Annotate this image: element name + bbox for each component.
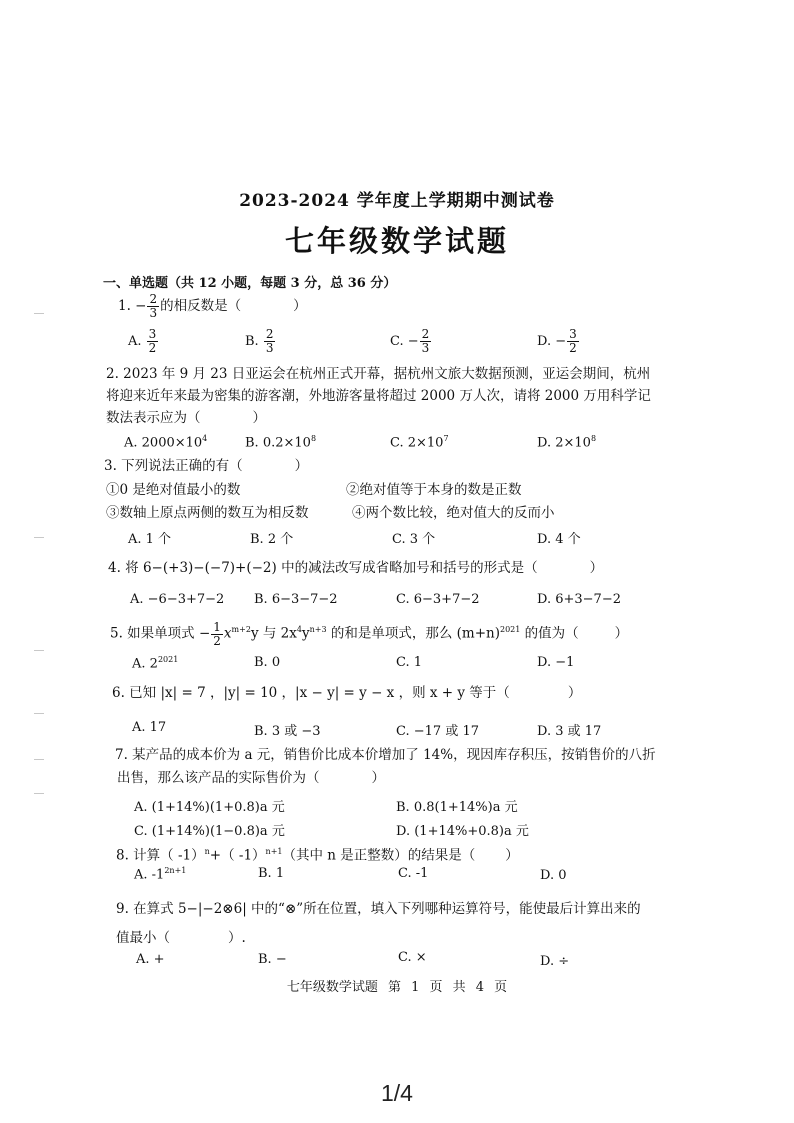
q2-c-text: C. 2×10 [390,435,444,451]
scan-mark [34,650,44,651]
q1-a-num: 3 [148,327,157,341]
q1-d-den: 2 [569,341,577,355]
q9-close: ）. [228,930,246,946]
q8-close: ） [505,847,519,864]
q2-a-exp: 4 [202,434,208,443]
scan-mark [34,793,44,794]
q2-d-text: D. 2×10 [537,435,591,451]
page-indicator: 1/4 [381,1080,413,1106]
q1-fraction [147,293,159,320]
q1-d-label: D. − [537,334,567,349]
q5-frac-den: 2 [213,633,221,648]
question-3-stem [104,456,308,476]
scan-mark [34,713,44,714]
q8-a-text: A. -1 [134,867,165,883]
q3-option-d: D. 4 个 [537,532,581,547]
question-6-stem [112,683,581,703]
q3-statement-3: ③数轴上原点两侧的数互为相反数 [106,505,309,521]
q5-fraction [211,621,223,648]
scan-mark [34,759,44,760]
q3-stem-text: 3. 下列说法正确的有（ [104,458,243,474]
q4-option-b: B. 6−3−7−2 [254,592,338,607]
q8-part3: （其中 n 是正整数）的结果是（ [282,847,476,864]
q5-part2: x [223,625,232,642]
question-7-line-1: 7. 某产品的成本价为 a 元，销售价比成本价增加了 14%，现因库存积压，按销售价的八折 [115,747,656,763]
q1-d-fraction [567,328,579,355]
q6-option-a: A. 17 [132,720,167,735]
q1-a-den: 2 [148,341,157,355]
exam-main-title: 七年级数学试题 [284,224,509,258]
question-2-line-3 [106,408,266,428]
q5-part4: 的和是单项式，那么 (m+n) [326,625,500,642]
q5-a-text: A. 2 [132,656,158,672]
q5-option-a [132,655,178,671]
q2-close: ） [252,410,266,426]
q8-option-c: C. -1 [398,866,429,881]
q7-option-b: B. 0.8(1+14%)a 元 [396,800,518,815]
q8-part2-exp: n+1 [265,847,283,856]
q5-part2-exp: m+2 [231,625,251,634]
q1-b-fraction [264,328,276,355]
question-7-line-2 [117,768,385,788]
q1-c-fraction [420,328,432,355]
q2-option-b [245,434,316,450]
q4-option-a: A. −6−3+7−2 [130,592,225,607]
q4-option-d: D. 6+3−7−2 [537,592,621,607]
q5-option-b: B. 0 [254,655,281,670]
q5-option-d: D. −1 [537,655,575,670]
q5-option-c: C. 1 [396,655,423,670]
q8-option-a [134,866,186,882]
q1-frac-den: 3 [149,306,158,320]
q5-close: ） [614,625,629,642]
q1-d-num: 3 [569,327,577,341]
q1-option-b [245,328,276,355]
exam-year-title: 2023-2024 学年度上学期期中测试卷 [239,191,555,211]
q3-option-a: A. 1 个 [128,532,172,547]
q8-part1-exp: n [204,847,210,856]
q1-b-num: 2 [265,327,274,341]
q2-c-exp: 7 [443,434,449,443]
q6-stem-text: 6. 已知 |x| = 7 ，|y| = 10 ，|x − y| = y − x ，则 x + y 等于（ [112,685,510,701]
q5-a-exp: 2021 [157,655,179,664]
q2-option-d [537,434,596,450]
q8-a-exp: 2n+1 [164,866,187,875]
q3-option-b: B. 2 个 [250,532,294,547]
q8-option-b: B. 1 [258,866,285,881]
q7-option-d: D. (1+14%+0.8)a 元 [396,824,529,839]
q6-option-d: D. 3 或 17 [537,724,602,739]
q9-option-d: D. ÷ [540,954,570,969]
q4-close: ） [589,560,604,576]
q5-part3-exp1: 4 [296,625,302,634]
q5-frac-num: 1 [213,619,221,634]
q1-a-fraction [147,328,159,355]
q3-option-c: C. 3 个 [392,532,436,547]
q8-part2: +（ -1） [209,847,266,864]
q9-option-c: C. × [398,950,427,965]
question-8-stem [116,842,519,866]
q1-b-den: 3 [265,341,274,355]
q3-statement-4: ④两个数比较，绝对值大的反而小 [352,505,555,521]
q1-option-d [537,328,580,355]
q1-close: ） [293,298,307,314]
q9-option-b: B. − [258,952,287,967]
q1-a-label: A. [128,334,142,349]
question-1-stem [118,293,307,320]
q1-c-den: 3 [421,341,430,355]
q6-close: ） [567,685,582,701]
q5-part3: y 与 2x [250,625,297,642]
question-5-stem [110,620,628,648]
q3-statement-1: ①0 是绝对值最小的数 [106,482,241,498]
q7-option-a: A. (1+14%)(1+0.8)a 元 [134,800,285,815]
q9-option-a: A. + [136,952,165,967]
q1-option-c [390,328,432,355]
q5-part1: 5. 如果单项式 − [110,625,211,642]
q1-b-label: B. [245,334,259,349]
q1-frac-num: 2 [149,292,158,306]
q4-option-c: C. 6−3+7−2 [396,592,480,607]
q2-a-text: A. 2000×10 [124,435,203,451]
q1-c-label: C. − [390,334,419,349]
q5-part5: 的值为（ [520,625,579,642]
question-4-stem [108,558,603,578]
q3-close: ） [294,458,309,474]
question-2-line-1: 2. 2023 年 9 月 23 日亚运会在杭州正式开幕，据杭州文旅大数据预测，亚运会期间，杭州 [106,366,651,382]
q1-option-a [128,328,159,355]
q2-b-text: B. 0.2×10 [245,435,311,451]
q1-c-num: 2 [421,327,430,341]
q7-close: ） [371,770,385,786]
q7-line2-text: 出售，那么该产品的实际售价为（ [117,770,320,786]
q2-line3-text: 数法表示应为（ [106,410,201,426]
section-heading: 一、单选题（共 12 小题，每题 3 分，总 36 分） [103,276,397,291]
q2-option-c [390,434,449,450]
q9-line2-text: 值最小（ [116,930,170,946]
page-footer: 七年级数学试题 第 1 页 共 4 页 [286,980,508,995]
q6-option-c: C. −17 或 17 [396,724,479,739]
q5-part3-exp2: n+3 [309,625,327,634]
q1-prefix: 1. − [118,298,147,314]
q5-part3b: y [301,625,310,642]
q2-d-exp: 8 [590,434,597,443]
q4-stem-text: 4. 将 6−(+3)−(−7)+(−2) 中的减法改写成省略加号和括号的形式是（ [108,560,538,576]
question-9-line-2 [116,928,246,948]
q8-part1: 8. 计算（ -1） [116,847,205,864]
scan-mark [34,537,44,538]
scan-mark [34,313,44,314]
question-9-line-1: 9. 在算式 5−|−2⊗6| 中的“⊗”所在位置，填入下列哪种运算符号，能使最后计算出来的 [116,901,641,917]
q1-suffix: 的相反数是（ [160,298,242,314]
q7-option-c: C. (1+14%)(1−0.8)a 元 [134,824,285,839]
q6-option-b: B. 3 或 −3 [254,724,321,739]
paper-header [0,186,794,260]
q8-option-d: D. 0 [540,868,567,883]
q3-statement-2: ②绝对值等于本身的数是正数 [346,482,522,498]
question-2-line-2: 将迎来近年来最为密集的游客潮，外地游客量将超过 2000 万人次，请将 2000 万用科学记 [106,388,651,404]
q2-option-a [124,434,207,450]
q2-b-exp: 8 [310,434,317,443]
q5-part4-exp: 2021 [499,625,521,634]
